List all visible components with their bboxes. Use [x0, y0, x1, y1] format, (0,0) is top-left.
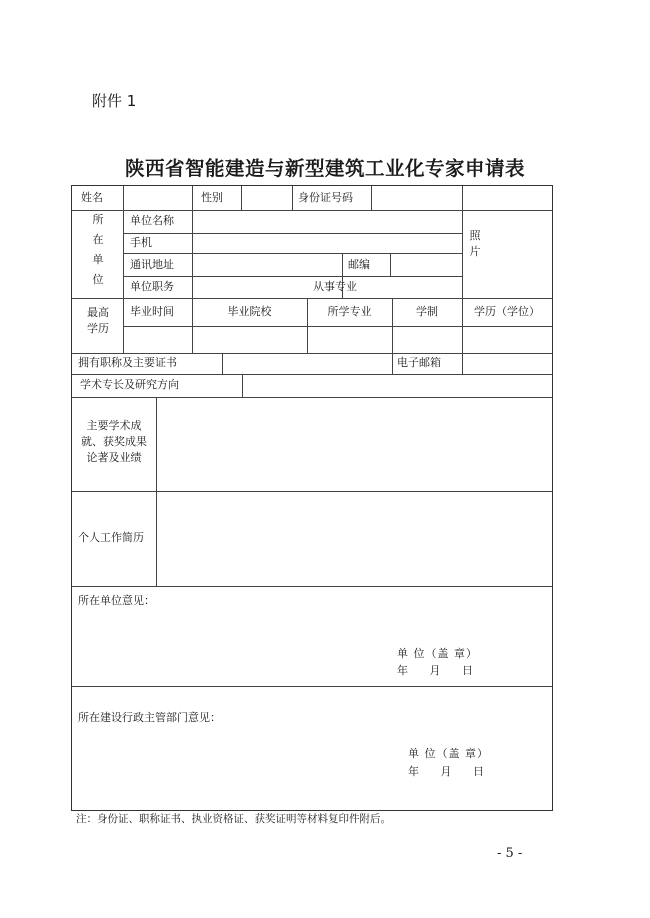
- grad-time-label: 毕业时间: [130, 305, 174, 318]
- title-cert-label: 拥有职称及主要证书: [78, 356, 177, 369]
- col-line: [192, 210, 193, 298]
- schooling-system-label: 学制: [416, 305, 438, 318]
- study-major-label: 所学专业: [327, 305, 372, 318]
- row-line: [123, 253, 462, 254]
- position-label: 单位职务: [130, 280, 174, 293]
- photo-label: 照片: [469, 229, 481, 258]
- col-line: [242, 374, 243, 397]
- school-label: 毕业院校: [227, 305, 272, 318]
- row-line: [72, 586, 552, 587]
- name-label: 姓名: [81, 191, 103, 204]
- expertise-label: 学术专长及研究方向: [80, 378, 179, 391]
- page-number: - 5 -: [497, 846, 523, 861]
- row-line: [72, 298, 552, 299]
- achievements-label: 主要学术成就、获奖成果论著及业绩: [81, 419, 147, 464]
- email-label: 电子邮箱: [397, 356, 441, 369]
- row-line: [72, 491, 552, 492]
- id-number-label: 身份证号码: [298, 191, 353, 204]
- row-line: [123, 233, 462, 234]
- address-label: 通讯地址: [130, 258, 174, 271]
- form-title: 陕西省智能建造与新型建筑工业化专家申请表: [124, 157, 525, 180]
- dept-seal-label: 单 位（盖 章）: [408, 747, 489, 760]
- footnote: 注：身份证、职称证书、执业资格证、获奖证明等材料复印件附后。: [76, 813, 391, 825]
- col-line: [462, 186, 463, 298]
- row-line: [72, 210, 552, 211]
- org-name-label: 单位名称: [130, 214, 174, 227]
- col-line: [390, 253, 391, 276]
- col-line: [222, 353, 223, 374]
- org-group-label: 所在单位: [92, 213, 104, 286]
- col-line: [392, 353, 393, 374]
- phone-label: 手机: [130, 236, 152, 249]
- degree-label: 学历（学位）: [474, 305, 540, 318]
- unit-opinion-label: 所在单位意见：: [78, 594, 155, 607]
- col-line: [462, 353, 463, 374]
- attachment-label: 附件 1: [92, 92, 137, 110]
- col-line: [156, 397, 157, 586]
- col-line: [371, 186, 372, 210]
- row-line: [123, 326, 552, 327]
- application-form-table: [71, 185, 553, 811]
- row-line: [72, 397, 552, 398]
- unit-seal-label: 单 位（盖 章）: [397, 647, 478, 660]
- col-line: [192, 186, 193, 210]
- work-major-label: 从事专业: [313, 280, 357, 293]
- dept-opinion-label: 所在建设行政主管部门意见：: [78, 711, 221, 724]
- education-group-label: 最高学历: [87, 306, 109, 335]
- unit-date-label: 年 月 日: [397, 664, 473, 677]
- col-line: [123, 186, 124, 353]
- row-line: [72, 353, 552, 354]
- row-line: [72, 374, 552, 375]
- resume-label: 个人工作简历: [78, 531, 144, 544]
- dept-date-label: 年 月 日: [408, 765, 484, 778]
- row-line: [72, 686, 552, 687]
- postcode-label: 邮编: [348, 258, 370, 271]
- col-line: [292, 186, 293, 210]
- col-line: [241, 186, 242, 210]
- row-line: [123, 276, 462, 277]
- gender-label: 性别: [201, 191, 223, 204]
